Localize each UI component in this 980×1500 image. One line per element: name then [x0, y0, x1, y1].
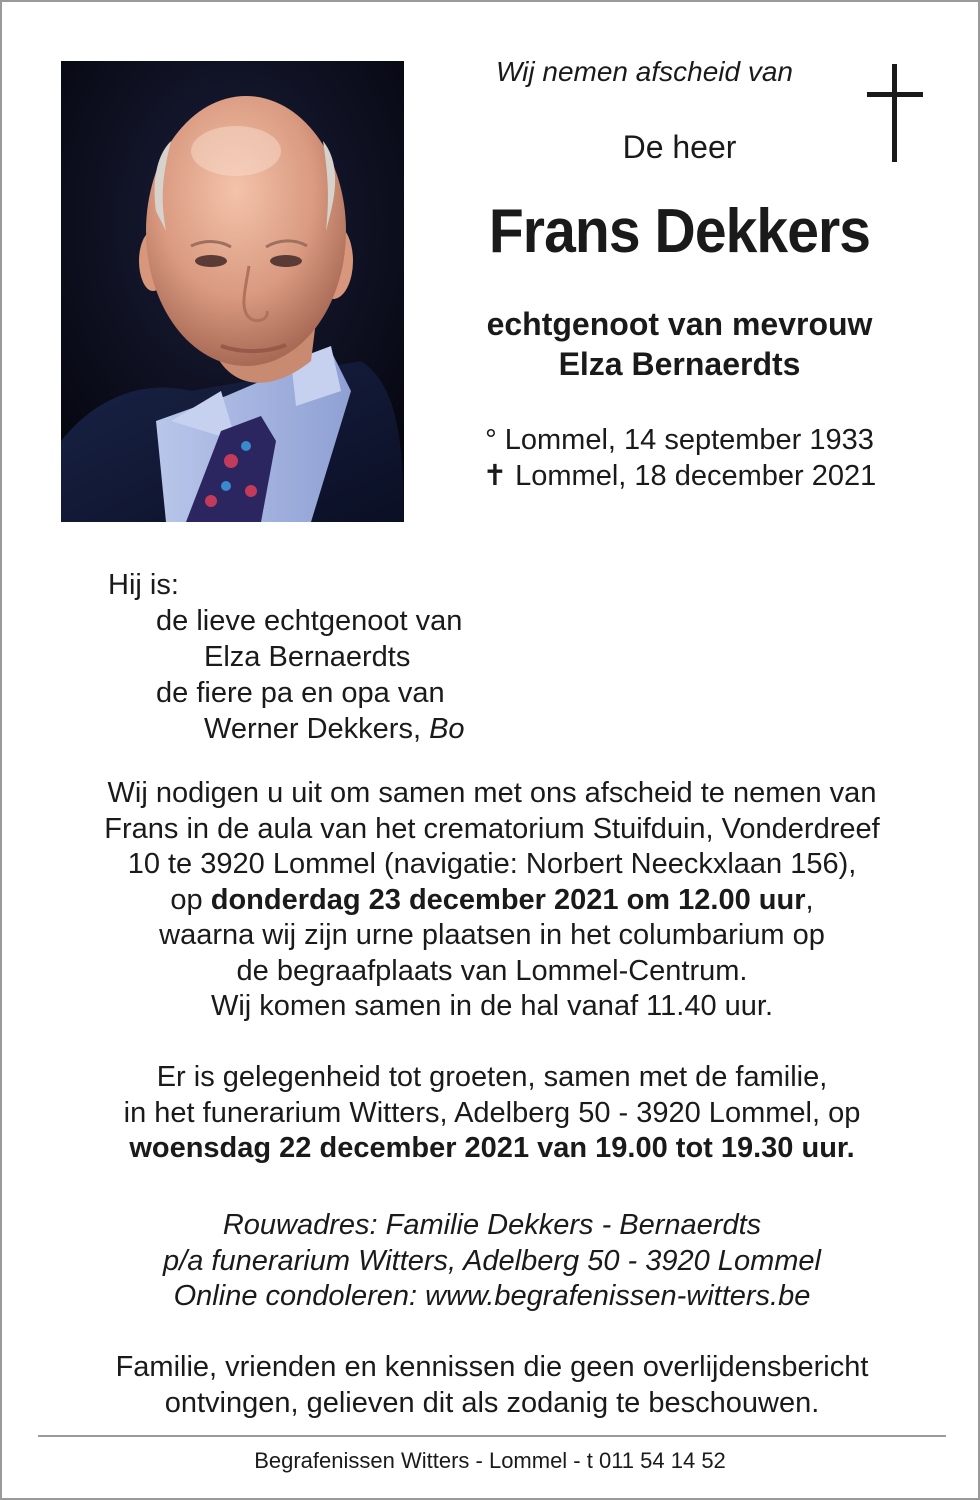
visitation-line: in het funerarium Witters, Adelberg 50 - 3920 Lommel, op: [123, 1096, 861, 1129]
family-line: de fiere pa en opa van: [156, 677, 445, 709]
visitation-datetime: woensdag 22 december 2021 van 19.00 tot 19.30 uur.: [129, 1132, 855, 1164]
address-line: Rouwadres: Familie Dekkers - Bernaerdts: [222, 1209, 762, 1241]
spouse-line-1: echtgenoot van mevrouw: [486, 306, 873, 342]
ceremony-datetime: donderdag 23 december 2021 om 12.00 uur: [210, 883, 806, 916]
death-date: ✝ Lommel, 18 december 2021: [482, 460, 877, 492]
family-line: Elza Bernaerdts: [204, 641, 411, 673]
visitation-line: [42, 1131, 942, 1167]
family-line: [108, 711, 465, 747]
ceremony-line: Wij komen samen in de hal vanaf 11.40 uur.: [210, 990, 774, 1022]
visitation-line: Er is gelegenheid tot groeten, samen met de familie,: [156, 1061, 828, 1093]
portrait-photo: [61, 61, 404, 522]
ceremony-line: de begraafplaats van Lommel-Centrum.: [236, 954, 748, 987]
birth-date: ° Lommel, 14 september 1933: [485, 424, 874, 456]
visitation-paragraph: [42, 1060, 942, 1167]
title-prefix: De heer: [622, 129, 737, 165]
ceremony-line: waarna wij zijn urne plaatsen in het columbarium op: [159, 919, 825, 951]
address-line: p/a funerarium Witters, Adelberg 50 - 3920 Lommel: [163, 1244, 821, 1277]
footer-divider: [38, 1435, 946, 1437]
ceremony-line: [42, 883, 942, 919]
ceremony-line: Frans in de aula van het crematorium Stuifduin, Vonderdreef: [104, 812, 880, 845]
address-paragraph: [42, 1208, 942, 1315]
spouse-info: [422, 304, 937, 384]
spouse-line-2: Elza Bernaerdts: [558, 346, 801, 382]
ceremony-paragraph: [42, 776, 942, 1025]
deceased-name: Frans Dekkers: [488, 197, 871, 266]
family-line-italic: Bo: [429, 713, 465, 745]
ceremony-prefix: op: [170, 883, 211, 916]
family-label: Hij is:: [108, 569, 179, 601]
family-block: [108, 567, 465, 747]
portrait-illustration: [61, 61, 404, 522]
notice-paragraph: [42, 1350, 942, 1421]
notice-line: ontvingen, gelieven dit als zodanig te beschouwen.: [164, 1386, 820, 1419]
family-line-plain: Werner Dekkers,: [204, 713, 430, 745]
family-line: de lieve echtgenoot van: [156, 605, 463, 637]
footer-text: Begrafenissen Witters - Lommel - t 011 54 14 52: [254, 1448, 726, 1473]
address-line: Online condoleren: www.begrafenissen-witters.be: [173, 1280, 811, 1312]
ceremony-line: 10 te 3920 Lommel (navigatie: Norbert Neeckxlaan 156),: [127, 848, 857, 880]
ceremony-suffix: ,: [805, 883, 814, 916]
intro-text: Wij nemen afscheid van: [495, 56, 793, 87]
life-dates: [422, 422, 937, 494]
notice-line: Familie, vrienden en kennissen die geen overlijdensbericht: [115, 1351, 869, 1383]
ceremony-line: Wij nodigen u uit om samen met ons afscheid te nemen van: [107, 777, 877, 809]
